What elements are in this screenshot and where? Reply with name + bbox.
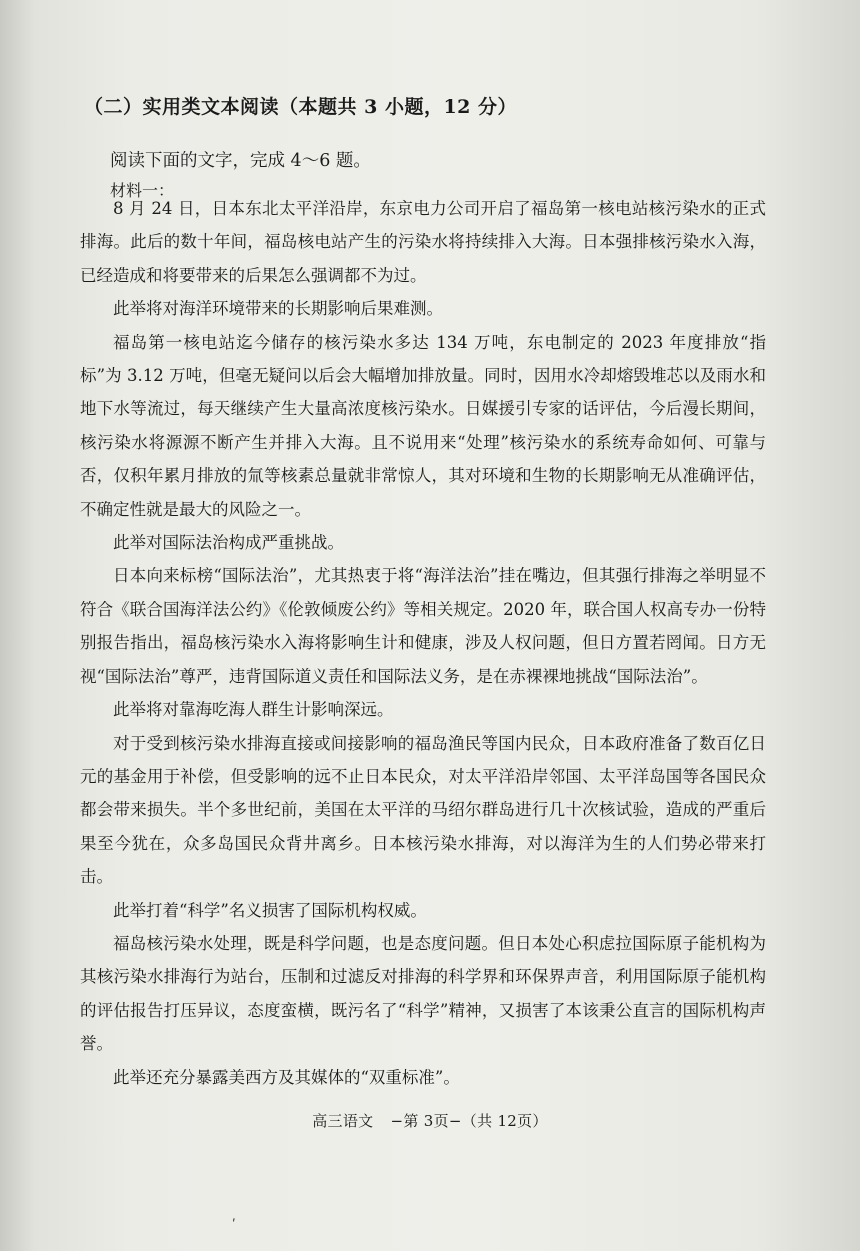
footer-page-number: −第 3页−（共 12页） (390, 1112, 548, 1130)
passage-paragraph: 此举将对海洋环境带来的长期影响后果难测。 (113, 299, 443, 319)
passage-paragraph: 此举将对靠海吃海人群生计影响深远。 (113, 700, 394, 720)
passage-paragraph: 日本向来标榜“国际法治”，尤其热衷于将“海洋法治”挂在嘴边，但其强行排海之举明显不符合《联合国海洋法公约》《伦敦倾废公约》等相关规定。2020 年，联合国人权高专办一份特别报告指出，福岛核污染水入海将影响生计和健康，涉及人权问题，但日方置若罔闻。日方无视“国际法治”尊严，违背国际道义责任和国际法义务，是在赤裸裸地挑战“国际法治”。 (80, 566, 766, 686)
reading-instruction: 阅读下面的文字，完成 4～6 题。 (110, 151, 371, 171)
passage-body (80, 192, 766, 1094)
passage-paragraph: 对于受到核污染水排海直接或间接影响的福岛渔民等国内民众，日本政府准备了数百亿日元的基金用于补偿，但受影响的远不止日本民众，对太平洋沿岸邻国、太平洋岛国等各国民众都会带来损失。半个多世纪前，美国在太平洋的马绍尔群岛进行几十次核试验，造成的严重后果至今犹在，众多岛国民众背井离乡。日本核污染水排海，对以海洋为生的人们势必带来打击。 (80, 733, 766, 887)
passage-paragraph: 此举打着“科学”名义损害了国际机构权威。 (113, 900, 427, 920)
footer-subject: 高三语文 (312, 1112, 374, 1130)
passage-paragraph: 福岛第一核电站迄今储存的核污染水多达 134 万吨，东电制定的 2023 年度排放“指标”为 3.12 万吨，但毫无疑问以后会大幅增加排放量。同时，因用水冷却熔毁堆芯以及雨水和地下水等流过，每天继续产生大量高浓度核污染水。日媒援引专家的话评估，今后漫长期间，核污染水将源源不断产生并排入大海。且不说用来“处理”核污染水的系统寿命如何、可靠与否，仅积年累月排放的氚等核素总量就非常惊人，其对环境和生物的长期影响无从准确评估，不确定性就是最大的风险之一。 (80, 332, 766, 519)
passage-paragraph: 此举对国际法治构成严重挑战。 (113, 533, 344, 553)
material-label: 材料一： (110, 181, 175, 200)
page-footer (0, 1110, 860, 1131)
passage-paragraph: 福岛核污染水处理，既是科学问题，也是态度问题。但日本处心积虑拉国际原子能机构为其核污染水排海行为站台，压制和过滤反对排海的科学界和环保界声音，利用国际原子能机构的评估报告打压异议，态度蛮横，既污名了“科学”精神，又损害了本该秉公直言的国际机构声誉。 (80, 933, 766, 1054)
passage-paragraph: 此举还充分暴露美西方及其媒体的“双重标准”。 (113, 1067, 460, 1087)
passage-paragraph: 8 月 24 日，日本东北太平洋沿岸，东京电力公司开启了福岛第一核电站核污染水的正式排海。此后的数十年间，福岛核电站产生的污染水将持续排入大海。日本强排核污染水入海，已经造成和将要带来的后果怎么强调都不为过。 (80, 199, 766, 285)
stray-pen-mark: ʹ (232, 1218, 236, 1233)
section-heading: （二）实用类文本阅读（本题共 3 小题，12 分） (84, 96, 518, 118)
